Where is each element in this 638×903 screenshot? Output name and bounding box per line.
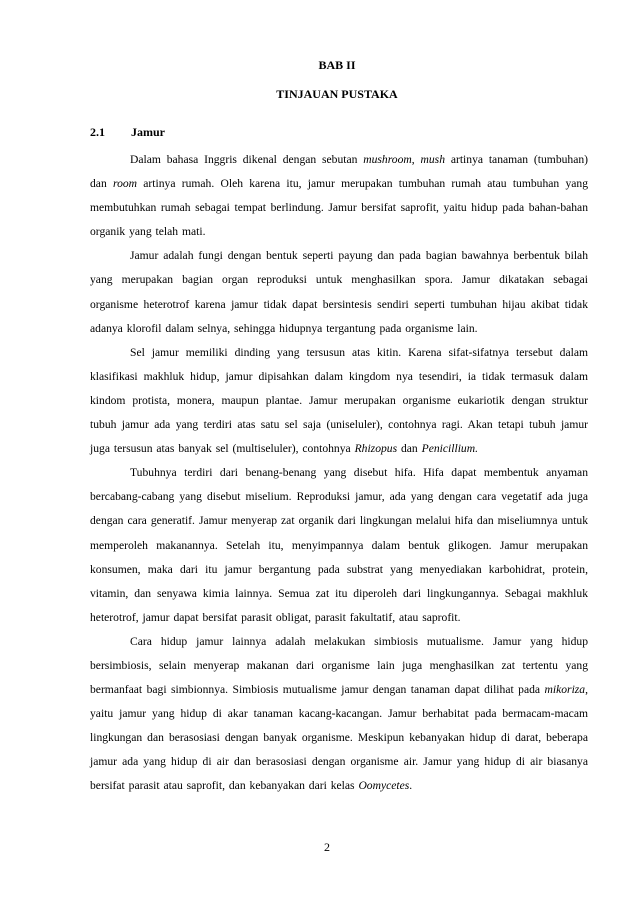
paragraph: Tubuhnya terdiri dari benang-benang yang disebut hifa. Hifa dapat membentuk anyaman bercabang-cabang yang disebut miselium. Reproduksi jamur, ada yang dengan cara vegetatif ada juga dengan cara generatif. Jamur menyerap zat organik dari lingkungan melalui hifa dan miseliumnya untuk memperoleh makanannya. Setelah itu, menyimpannya dalam bentuk glikogen. Jamur merupakan konsumen, maka dari itu jamur bergantung pada substrat yang menyediakan karbohidrat, protein, vitamin, dan senyawa kimia lainnya. Semua zat itu diperoleh dari lingkungannya. Sebagai makhluk heterotrof, jamur dapat bersifat parasit obligat, parasit fakultatif, atau saprofit. [90, 466, 588, 624]
section-heading [90, 125, 165, 140]
paragraph: Jamur adalah fungi dengan bentuk seperti payung dan pada bagian bawahnya berbentuk bilah yang merupakan bagian organ reproduksi untuk menghasilkan spora. Jamur dikatakan sebagai organisme heterotrof karena jamur tidak dapat bersintesis sendiri seperti tumbuhan hijau akibat tidak adanya klorofil dalam selnya, sehingga hidupnya tergantung pada organisme lain. [90, 249, 588, 335]
section-title: Jamur [131, 125, 165, 139]
page-number: 2 [324, 840, 330, 854]
body-text [90, 148, 588, 799]
chapter-title: TINJAUAN PUSTAKA [276, 87, 398, 101]
paragraph: Sel jamur memiliki dinding yang tersusun atas kitin. Karena sifat-sifatnya tersebut dalam klasifikasi makhluk hidup, jamur dipisahkan dalam kingdom nya tesendiri, ia tidak termasuk dalam kindom protista, monera, maupun plantae. Jamur merupakan organisme eukariotik dengan struktur tubuh jamur ada yang terdiri atas satu sel saja (uniseluler), contohnya ragi. Akan tetapi tubuh jamur juga tersusun atas banyak sel (multiseluler), contohnya Rhizopus dan Penicillium. [90, 345, 588, 456]
paragraph: Dalam bahasa Inggris dikenal dengan sebutan mushroom, mush artinya tanaman (tumbuhan) dan room artinya rumah. Oleh karena itu, jamur merupakan tumbuhan rumah atau tumbuhan yang membutuhkan rumah sebagai tempat berlindung. Jamur bersifat saprofit, yaitu hidup pada bahan-bahan organik yang telah mati. [90, 153, 589, 239]
paragraph: Cara hidup jamur lainnya adalah melakukan simbiosis mutualisme. Jamur yang hidup bersimbiosis, selain menyerap makanan dari organisme lain juga menghasilkan zat tertentu yang bermanfaat bagi simbionnya. Simbiosis mutualisme jamur dengan tanaman dapat dilihat pada mikoriza, yaitu jamur yang hidup di akar tanaman kacang-kacangan. Jamur berhabitat pada bermacam-macam lingkungan dan berasosiasi dengan banyak organisme. Meskipun kebanyakan hidup di darat, beberapa jamur ada yang hidup di air dan berasosiasi dengan organisme air. Jamur yang hidup di air biasanya bersifat parasit atau saprofit, dan kebanyakan dari kelas Oomycetes. [90, 634, 588, 793]
section-number: 2.1 [90, 125, 105, 139]
chapter-number: BAB II [318, 58, 356, 72]
